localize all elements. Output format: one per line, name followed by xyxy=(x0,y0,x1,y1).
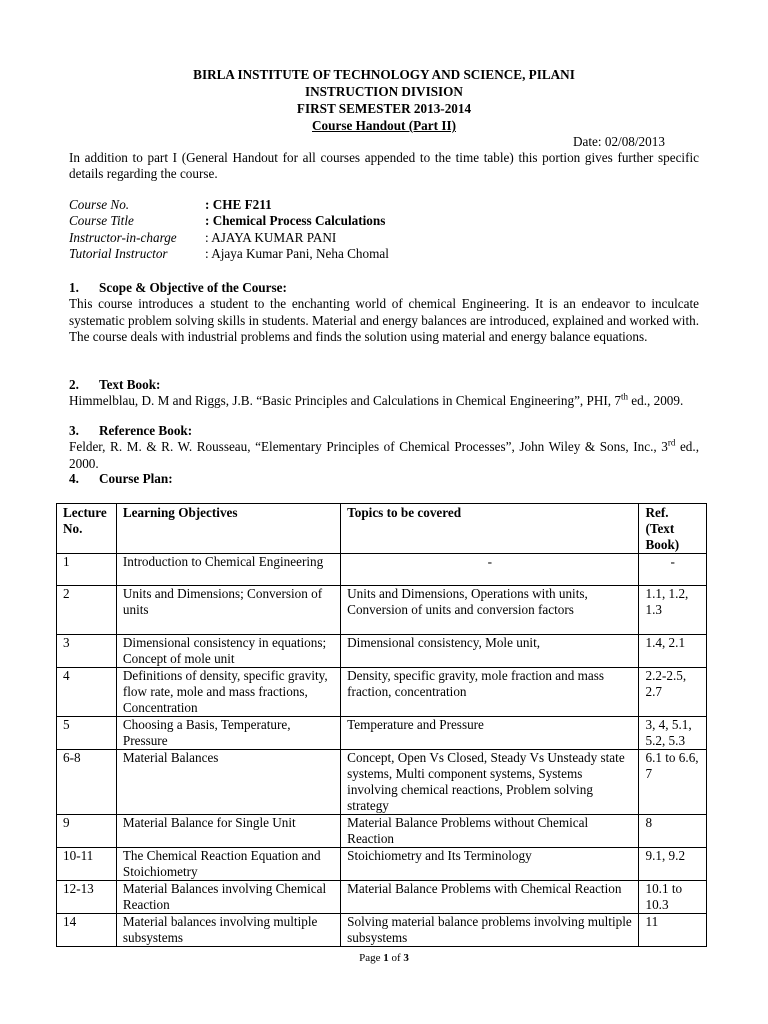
cell-topics: Dimensional consistency, Mole unit, xyxy=(341,635,639,668)
cell-ref: - xyxy=(639,554,707,586)
table-header-row xyxy=(57,504,707,554)
cell-lecture: 3 xyxy=(57,635,117,668)
table-row xyxy=(57,881,707,914)
scope-body: This course introduces a student to the enchanting world of chemical Engineering. It is an endeavor to inculcate systematic problem solving skills in students. Material and energy balances are introduced, explained and worked with. The course deals with industrial problems and finds the solution using material and energy balance equations. xyxy=(69,296,699,344)
cell-ref: 2.2-2.5, 2.7 xyxy=(639,668,707,717)
cell-lecture: 5 xyxy=(57,717,117,750)
document-header xyxy=(0,66,768,134)
course-info xyxy=(69,197,389,262)
cell-ref: 9.1, 9.2 xyxy=(639,848,707,881)
cell-lecture: 9 xyxy=(57,815,117,848)
course-info-value: : CHE F211 xyxy=(205,197,272,212)
table-row xyxy=(57,586,707,635)
page-number: 1 xyxy=(383,952,389,964)
column-header-lecture: Lecture No. xyxy=(57,504,117,554)
course-info-label: Course No. xyxy=(69,197,130,212)
cell-objective: Definitions of density, specific gravity, flow rate, mole and mass fractions, Concentration xyxy=(116,668,340,717)
cell-objective: Material balances involving multiple subsystems xyxy=(116,914,340,947)
cell-objective: Units and Dimensions; Conversion of units xyxy=(116,586,340,635)
cell-lecture: 4 xyxy=(57,668,117,717)
table-row xyxy=(57,554,707,586)
table-row xyxy=(57,717,707,750)
institute-name: BIRLA INSTITUTE OF TECHNOLOGY AND SCIENCE, PILANI xyxy=(193,67,575,82)
cell-lecture: 14 xyxy=(57,914,117,947)
reference-book-citation: Felder, R. M. & R. W. Rousseau, “Elementary Principles of Chemical Processes”, John Wiley & Sons, Inc., 3rd ed., 2000. xyxy=(69,437,699,471)
column-header-ref: Ref. (Text Book) xyxy=(639,504,707,554)
course-info-label: Tutorial Instructor xyxy=(69,245,168,261)
cell-lecture: 10-11 xyxy=(57,848,117,881)
table-row xyxy=(57,815,707,848)
cell-ref: 6.1 to 6.6, 7 xyxy=(639,750,707,815)
cell-topics: Density, specific gravity, mole fraction and mass fraction, concentration xyxy=(341,668,639,717)
cell-objective: Introduction to Chemical Engineering xyxy=(116,554,340,586)
course-info-value: : Ajaya Kumar Pani, Neha Chomal xyxy=(205,245,389,261)
text-book-section xyxy=(69,377,699,410)
cell-topics: Solving material balance problems involving multiple subsystems xyxy=(341,914,639,947)
course-info-row xyxy=(69,213,389,229)
course-info-row xyxy=(69,197,389,213)
cell-topics: Temperature and Pressure xyxy=(341,717,639,750)
cell-objective: The Chemical Reaction Equation and Stoichiometry xyxy=(116,848,340,881)
column-header-objectives: Learning Objectives xyxy=(116,504,340,554)
cell-lecture: 12-13 xyxy=(57,881,117,914)
cell-lecture: 2 xyxy=(57,586,117,635)
page-label: Page xyxy=(359,952,381,964)
cell-topics: Material Balance Problems with Chemical Reaction xyxy=(341,881,639,914)
cell-topics: Stoichiometry and Its Terminology xyxy=(341,848,639,881)
course-info-row xyxy=(69,230,389,246)
table-row xyxy=(57,668,707,717)
cell-topics: Units and Dimensions, Operations with units, Conversion of units and conversion factors xyxy=(341,586,639,635)
cell-topics: Material Balance Problems without Chemical Reaction xyxy=(341,815,639,848)
table-row xyxy=(57,750,707,815)
section-heading: 1. Scope & Objective of the Course: xyxy=(69,280,287,295)
cell-ref: 1.1, 1.2, 1.3 xyxy=(639,586,707,635)
cell-ref: 8 xyxy=(639,815,707,848)
cell-objective: Material Balances involving Chemical Reaction xyxy=(116,881,340,914)
cell-topics: - xyxy=(341,554,639,586)
division-name: INSTRUCTION DIVISION xyxy=(305,84,463,99)
course-info-value: : Chemical Process Calculations xyxy=(205,213,386,229)
cell-objective: Choosing a Basis, Temperature, Pressure xyxy=(116,717,340,750)
cell-lecture: 1 xyxy=(57,554,117,586)
reference-book-section xyxy=(69,423,699,472)
intro-paragraph: In addition to part I (General Handout for all courses appended to the time table) this portion gives further specific details regarding the course. xyxy=(69,150,699,182)
cell-ref: 10.1 to 10.3 xyxy=(639,881,707,914)
table-row xyxy=(57,848,707,881)
text-book-citation: Himmelblau, D. M and Riggs, J.B. “Basic Principles and Calculations in Chemical Engineering”, PHI, 7th ed., 2009. xyxy=(69,391,684,409)
table-row xyxy=(57,914,707,947)
cell-topics: Concept, Open Vs Closed, Steady Vs Unsteady state systems, Multi component systems, Systems involving chemical reactions, Problem solving strategy xyxy=(341,750,639,815)
of-label: of xyxy=(391,952,401,964)
page-footer xyxy=(0,950,768,966)
cell-objective: Material Balance for Single Unit xyxy=(116,815,340,848)
section-heading: 4. Course Plan: xyxy=(69,471,173,486)
scope-section xyxy=(69,280,699,345)
course-info-label: Instructor-in-charge xyxy=(69,229,177,245)
course-info-row xyxy=(69,246,389,262)
cell-lecture: 6-8 xyxy=(57,750,117,815)
course-info-value: : AJAYA KUMAR PANI xyxy=(205,229,337,245)
column-header-topics: Topics to be covered xyxy=(341,504,639,554)
section-heading: 3. Reference Book: xyxy=(69,423,193,438)
page-total: 3 xyxy=(403,952,409,964)
section-heading: 2. Text Book: xyxy=(69,377,161,392)
cell-ref: 3, 4, 5.1, 5.2, 5.3 xyxy=(639,717,707,750)
course-plan-section xyxy=(69,471,699,487)
cell-objective: Dimensional consistency in equations; Concept of mole unit xyxy=(116,635,340,668)
semester-title: FIRST SEMESTER 2013-2014 xyxy=(296,101,472,116)
handout-date: Date: 02/08/2013 xyxy=(573,134,665,149)
course-plan-table xyxy=(56,503,707,947)
cell-ref: 1.4, 2.1 xyxy=(639,635,707,668)
cell-objective: Material Balances xyxy=(116,750,340,815)
course-info-label: Course Title xyxy=(69,213,134,229)
handout-title: Course Handout (Part II) xyxy=(312,118,456,133)
cell-ref: 11 xyxy=(639,914,707,947)
table-row xyxy=(57,635,707,668)
